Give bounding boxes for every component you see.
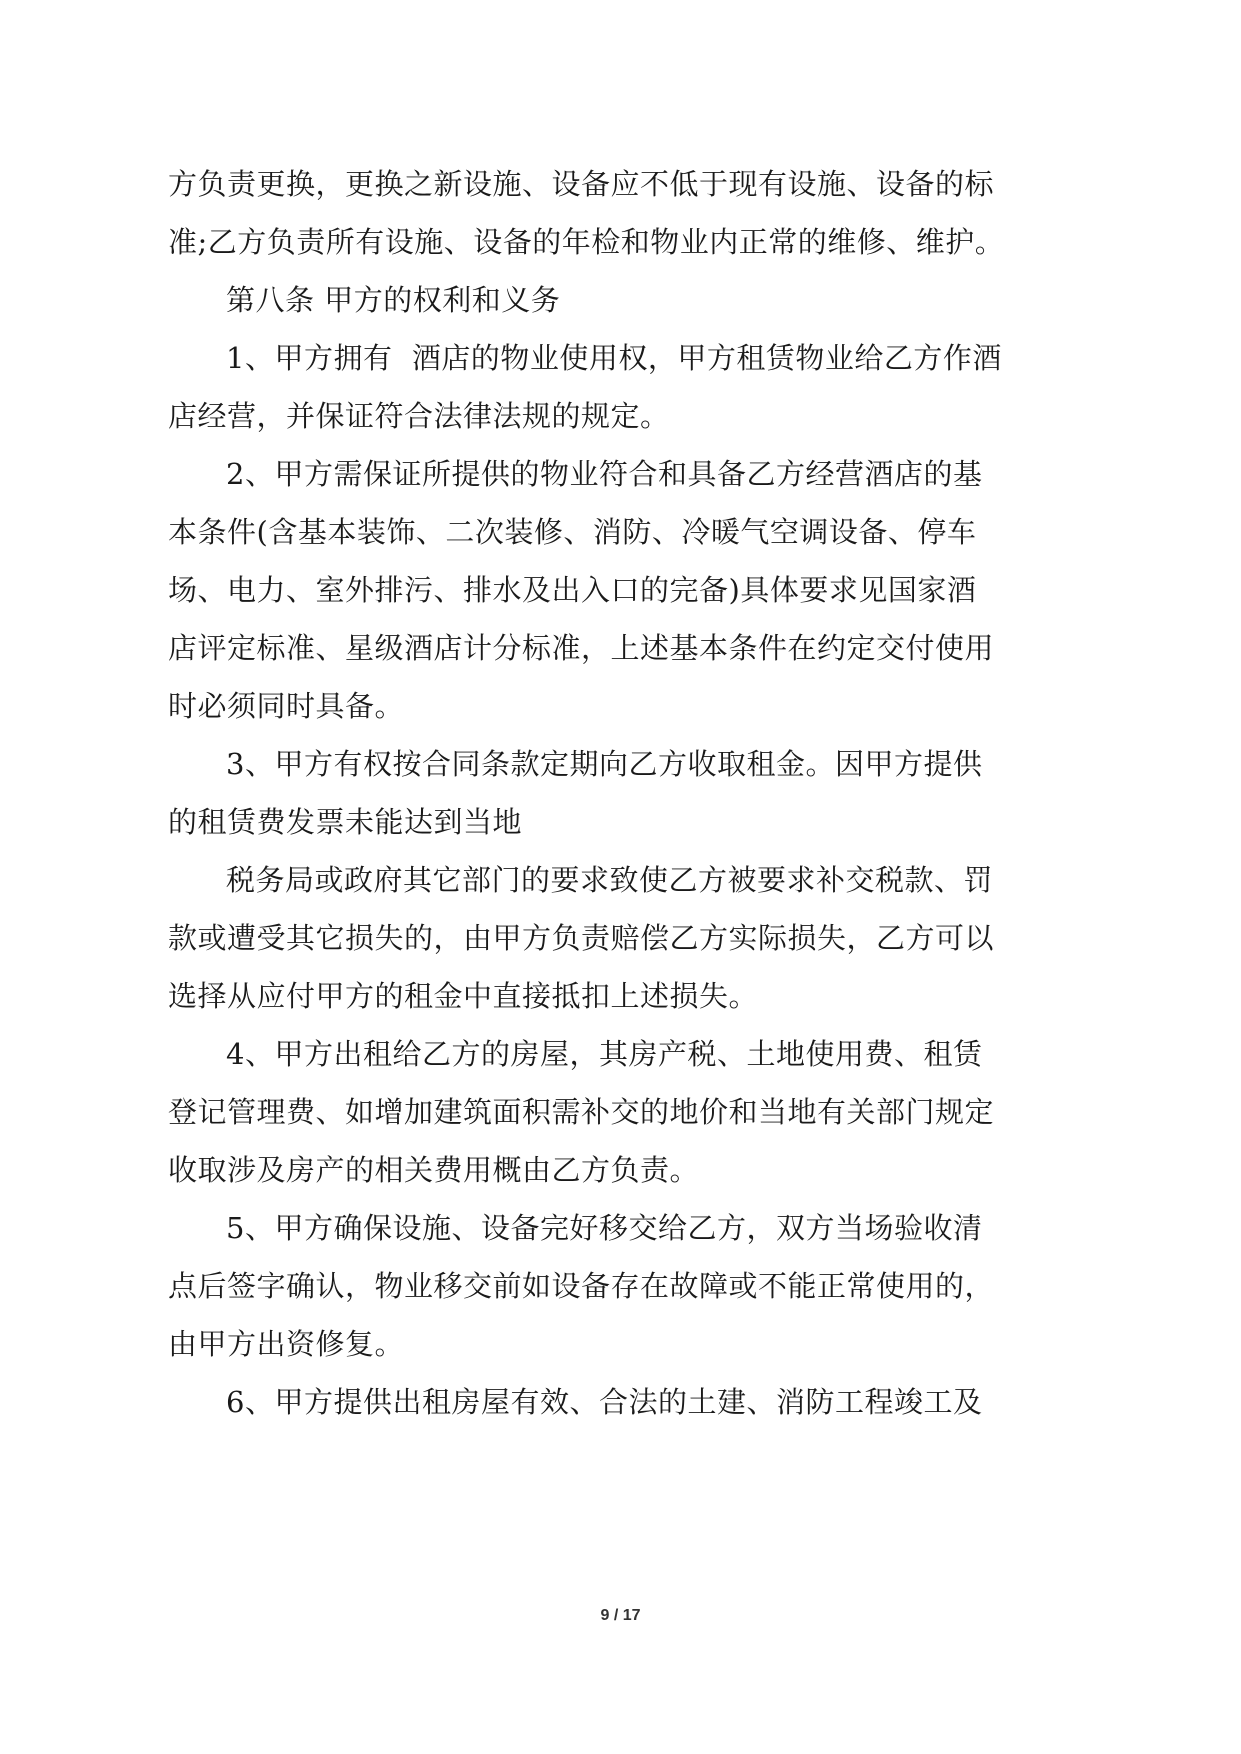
text-line: 收取涉及房产的相关费用概由乙方负责。: [168, 1153, 700, 1187]
text-line: 方负责更换，更换之新设施、设备应不低于现有设施、设备的标: [168, 167, 995, 201]
text-line: 款或遭受其它损失的，由甲方负责赔偿乙方实际损失，乙方可以: [168, 921, 995, 955]
text-line: 登记管理费、如增加建筑面积需补交的地价和当地有关部门规定: [168, 1095, 995, 1129]
text-line: 选择从应付甲方的租金中直接抵扣上述损失。: [168, 979, 759, 1013]
text-line: 店经营，并保证符合法律法规的规定。: [168, 399, 670, 433]
text-line: 的租赁费发票未能达到当地: [168, 805, 523, 839]
text-line: 点后签字确认，物业移交前如设备存在故障或不能正常使用的，: [168, 1269, 995, 1303]
text-line: 2、甲方需保证所提供的物业符合和具备乙方经营酒店的基: [226, 457, 983, 491]
text-line: 税务局或政府其它部门的要求致使乙方被要求补交税款、罚: [226, 863, 994, 897]
text-line: 店评定标准、星级酒店计分标准，上述基本条件在约定交付使用: [168, 631, 995, 665]
text-line: 5、甲方确保设施、设备完好移交给乙方，双方当场验收清: [226, 1211, 983, 1245]
section-heading: 第八条 甲方的权利和义务: [226, 283, 561, 317]
text-line: 场、电力、室外排污、排水及出入口的完备)具体要求见国家酒: [168, 573, 977, 607]
text-line: 1、甲方拥有 酒店的物业使用权，甲方租赁物业给乙方作酒: [226, 341, 1002, 375]
page-number: 9 / 17: [600, 1607, 641, 1624]
text-line: 3、甲方有权按合同条款定期向乙方收取租金。因甲方提供: [226, 747, 983, 781]
text-line: 由甲方出资修复。: [168, 1327, 405, 1361]
text-line: 6、甲方提供出租房屋有效、合法的土建、消防工程竣工及: [226, 1385, 983, 1419]
text-line: 准;乙方负责所有设施、设备的年检和物业内正常的维修、维护。: [168, 225, 1005, 259]
text-line: 4、甲方出租给乙方的房屋，其房产税、土地使用费、租赁: [226, 1037, 983, 1071]
text-line: 时必须同时具备。: [168, 689, 405, 723]
text-line: 本条件(含基本装饰、二次装修、消防、冷暖气空调设备、停车: [168, 515, 977, 549]
